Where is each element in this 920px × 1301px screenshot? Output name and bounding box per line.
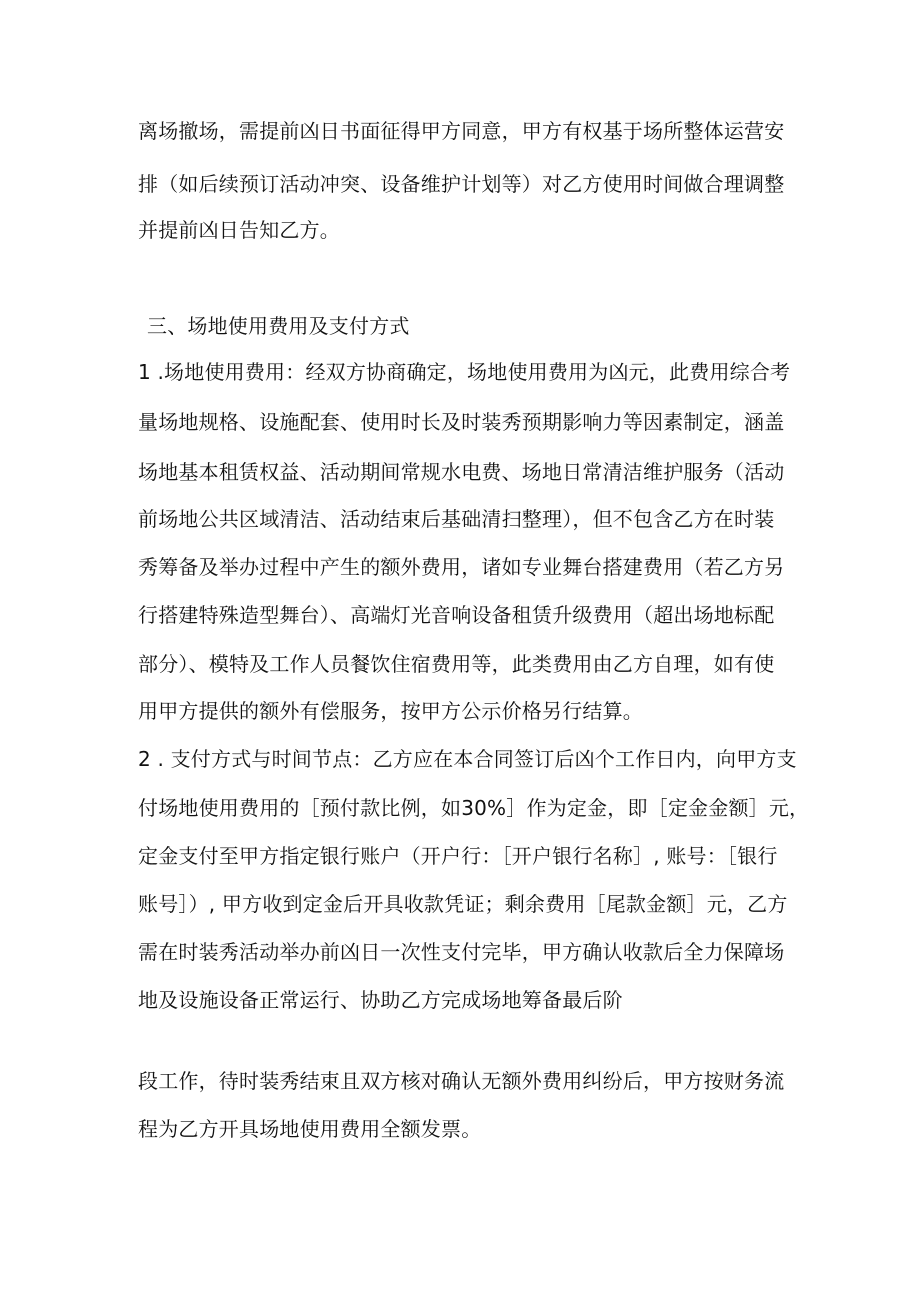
section-heading: 三、场地使用费用及支付方式: [147, 314, 410, 338]
paragraph-line: 离场撤场，需提前凶日书面征得甲方同意，甲方有权基于场所整体运营安: [138, 119, 785, 143]
clause-line: 行搭建特殊造型舞台）、高端灯光音响设备租赁升级费用（超出场地标配: [138, 603, 775, 627]
clause-line: 1 .场地使用费用：经双方协商确定，场地使用费用为凶元，此费用综合考: [138, 360, 791, 384]
clause-line: 前场地公共区域清洁、活动结束后基础清扫整理），但不包含乙方在时装: [138, 507, 775, 531]
clause-line: 部分）、模特及工作人员餐饮住宿费用等，此类费用由乙方自理，如有使: [138, 652, 775, 676]
clause-line: 量场地规格、设施配套、使用时长及时装秀预期影响力等因素制定，涵盖: [138, 410, 785, 434]
continuation-line: 程为乙方开具场地使用费用全额发票。: [138, 1117, 482, 1141]
clause-line: 用甲方提供的额外有偿服务，按甲方公示价格另行结算。: [138, 699, 643, 723]
clause-line: 地及设施设备正常运行、协助乙方完成场地筹备最后阶: [138, 988, 623, 1012]
clause-line: 账号］）, 甲方收到定金后开具收款凭证；剩余费用［尾款金额］元，乙方: [138, 892, 788, 916]
clause-line: 付场地使用费用的［预付款比例，如30%］作为定金，即［定金金额］元，: [138, 796, 810, 820]
clause-line: 秀筹备及举办过程中产生的额外费用，诸如专业舞台搭建费用（若乙方另: [138, 555, 785, 579]
clause-line: 2 . 支付方式与时间节点：乙方应在本合同签订后凶个工作日内，向甲方支: [138, 747, 797, 771]
paragraph-line: 排（如后续预订活动冲突、设备维护计划等）对乙方使用时间做合理调整: [138, 172, 785, 196]
continuation-line: 段工作，待时装秀结束且双方核对确认无额外费用纠纷后，甲方按财务流: [138, 1069, 785, 1093]
clause-line: 定金支付至甲方指定银行账户（开户行：［开户银行名称］, 账号：［银行: [138, 844, 778, 868]
clause-line: 场地基本租赁权益、活动期间常规水电费、场地日常清洁维护服务（活动: [138, 460, 785, 484]
paragraph-line: 并提前凶日告知乙方。: [138, 218, 340, 242]
clause-line: 需在时装秀活动举办前凶日一次性支付完毕，甲方确认收款后全力保障场: [138, 940, 785, 964]
